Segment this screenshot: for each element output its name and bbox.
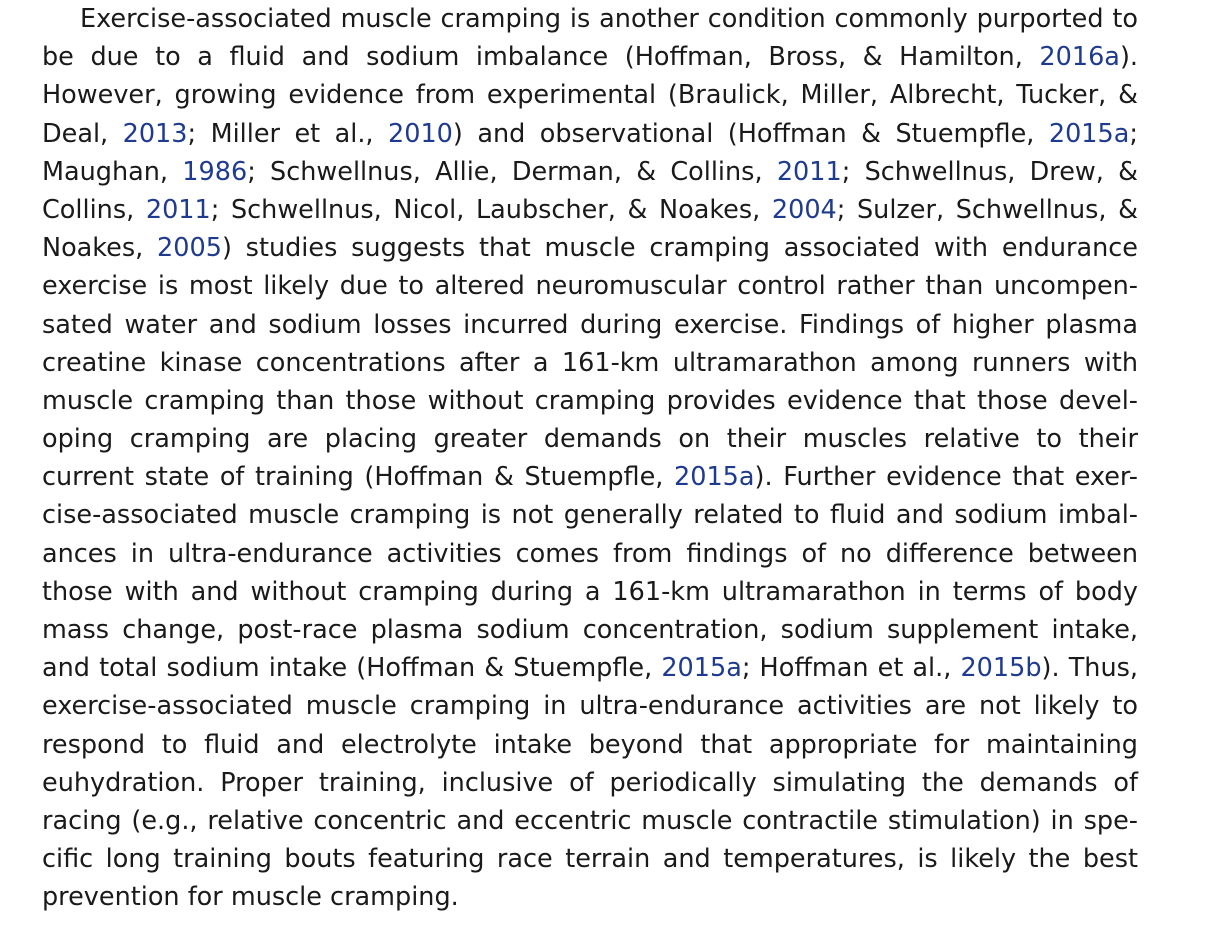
text-line bbox=[42, 649, 1138, 687]
text-segment: Collins, bbox=[42, 194, 146, 225]
text-segment: Deal, bbox=[42, 118, 123, 149]
text-line bbox=[42, 573, 1138, 611]
text-line bbox=[42, 38, 1138, 76]
text-line bbox=[42, 496, 1138, 534]
text-segment: ances in ultra-endurance activities comes from findings of no difference between bbox=[42, 538, 1138, 569]
citation-year-link[interactable]: 2011 bbox=[145, 194, 211, 225]
citation-year-link[interactable]: 2015a bbox=[674, 462, 755, 493]
text-line bbox=[42, 229, 1138, 267]
text-segment: and total sodium intake (Hoffman & Stuempfle, bbox=[42, 653, 662, 684]
text-segment: ) studies suggests that muscle cramping associated with endurance bbox=[221, 233, 1138, 264]
text-line bbox=[42, 840, 1138, 878]
text-segment: ; Schwellnus, Drew, & bbox=[841, 156, 1138, 187]
text-line bbox=[42, 802, 1138, 840]
citation-year-link[interactable]: 2005 bbox=[157, 233, 222, 264]
text-segment: However, growing evidence from experimental (Braulick, Miller, Albrecht, Tucker, & bbox=[42, 80, 1138, 111]
text-segment: ; Miller et al., bbox=[187, 118, 388, 149]
text-line bbox=[42, 535, 1138, 573]
text-segment: Exercise-associated muscle cramping is another condition commonly purported to bbox=[80, 4, 1138, 34]
text-segment: racing (e.g., relative concentric and eccentric muscle contractile stimulation) in spe- bbox=[42, 805, 1138, 836]
text-segment: ). bbox=[1119, 42, 1138, 73]
citation-year-link[interactable]: 2011 bbox=[776, 156, 842, 187]
text-segment: prevention for muscle cramping. bbox=[42, 882, 459, 913]
text-line bbox=[42, 611, 1138, 649]
text-segment: ; Schwellnus, Allie, Derman, & Collins, bbox=[247, 156, 777, 187]
text-line bbox=[42, 306, 1138, 344]
text-segment: ; Schwellnus, Nicol, Laubscher, & Noakes, bbox=[210, 194, 772, 225]
citation-year-link[interactable]: 2015a bbox=[661, 653, 742, 684]
text-segment: euhydration. Proper training, inclusive of periodically simulating the demands of bbox=[42, 767, 1138, 798]
citation-year-link[interactable]: 2015b bbox=[960, 653, 1042, 684]
text-line bbox=[42, 191, 1138, 229]
text-segment: ) and observational (Hoffman & Stuempfle, bbox=[452, 118, 1049, 149]
text-segment: creatine kinase concentrations after a 161-km ultramarathon among runners with bbox=[42, 347, 1138, 378]
text-segment: be due to a fluid and sodium imbalance (Hoffman, Bross, & Hamilton, bbox=[42, 42, 1040, 73]
text-line bbox=[42, 458, 1138, 496]
text-line bbox=[42, 878, 1138, 916]
text-segment: sated water and sodium losses incurred during exercise. Findings of higher plasma bbox=[42, 309, 1138, 340]
text-segment: exercise is most likely due to altered neuromuscular control rather than uncompen- bbox=[42, 271, 1138, 302]
text-segment: Noakes, bbox=[42, 233, 158, 264]
text-segment: ). Thus, bbox=[1041, 653, 1138, 684]
text-line bbox=[42, 153, 1138, 191]
text-line bbox=[42, 687, 1138, 725]
text-segment: current state of training (Hoffman & Stuempfle, bbox=[42, 462, 674, 493]
citation-year-link[interactable]: 1986 bbox=[182, 156, 248, 187]
text-line bbox=[42, 267, 1138, 305]
text-segment: ). Further evidence that exer- bbox=[754, 462, 1138, 493]
citation-year-link[interactable]: 2004 bbox=[771, 194, 837, 225]
text-segment: exercise-associated muscle cramping in ultra-endurance activities are not likely to bbox=[42, 691, 1138, 722]
text-segment: muscle cramping than those without cramping provides evidence that those devel- bbox=[42, 385, 1138, 416]
citation-year-link[interactable]: 2010 bbox=[388, 118, 453, 149]
text-line bbox=[42, 115, 1138, 153]
text-segment: those with and without cramping during a 161-km ultramarathon in terms of body bbox=[42, 576, 1138, 607]
text-line bbox=[42, 764, 1138, 802]
paragraph bbox=[42, 0, 1138, 917]
text-segment: cific long training bouts featuring race terrain and temperatures, is likely the best bbox=[42, 844, 1138, 875]
text-line bbox=[42, 344, 1138, 382]
citation-year-link[interactable]: 2016a bbox=[1039, 42, 1120, 73]
text-segment: mass change, post-race plasma sodium concentration, sodium supplement intake, bbox=[42, 615, 1138, 645]
text-line bbox=[42, 0, 1138, 38]
text-line bbox=[42, 382, 1138, 420]
text-line bbox=[42, 726, 1138, 764]
citation-year-link[interactable]: 2015a bbox=[1048, 118, 1130, 149]
text-segment: cise-associated muscle cramping is not generally related to fluid and sodium imbal- bbox=[42, 500, 1138, 531]
text-segment: respond to fluid and electrolyte intake beyond that appropriate for maintaining bbox=[42, 729, 1138, 760]
text-segment: Maughan, bbox=[42, 156, 183, 187]
text-line bbox=[42, 76, 1138, 114]
text-segment: oping cramping are placing greater demands on their muscles relative to their bbox=[42, 424, 1138, 455]
text-line bbox=[42, 420, 1138, 458]
text-segment: ; bbox=[1129, 118, 1138, 149]
citation-year-link[interactable]: 2013 bbox=[122, 118, 188, 149]
text-segment: ; Hoffman et al., bbox=[741, 653, 961, 684]
text-segment: ; Sulzer, Schwellnus, & bbox=[836, 194, 1139, 225]
